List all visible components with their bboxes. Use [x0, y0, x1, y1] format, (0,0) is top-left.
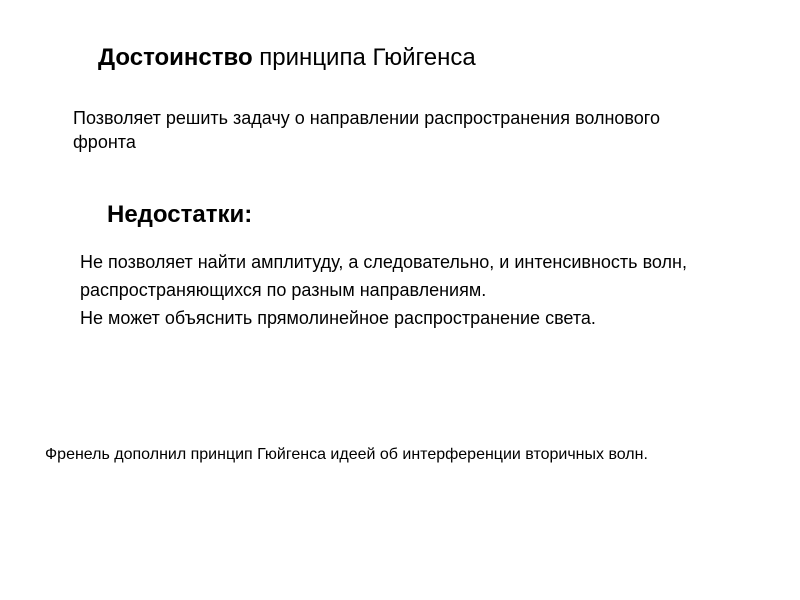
drawback-item-rectilinear: Не может объяснить прямолинейное распространение света. — [80, 308, 596, 328]
slide-title — [98, 43, 476, 73]
title-normal-part: принципа Гюйгенса — [252, 44, 476, 71]
drawback-item-amplitude: Не позволяет найти амплитуду, а следовательно, и интенсивность волн, распространяющихся по разным направлениям. — [80, 252, 687, 300]
conclusion-text: Френель дополнил принцип Гюйгенса идеей об интерференции вторичных волн. — [45, 446, 648, 463]
title-bold-part: Достоинство — [98, 44, 253, 71]
drawbacks-heading: Недостатки: — [107, 201, 253, 228]
drawbacks-list — [80, 248, 687, 332]
advantage-text: Позволяет решить задачу о направлении распространения волнового фронта — [73, 108, 660, 152]
